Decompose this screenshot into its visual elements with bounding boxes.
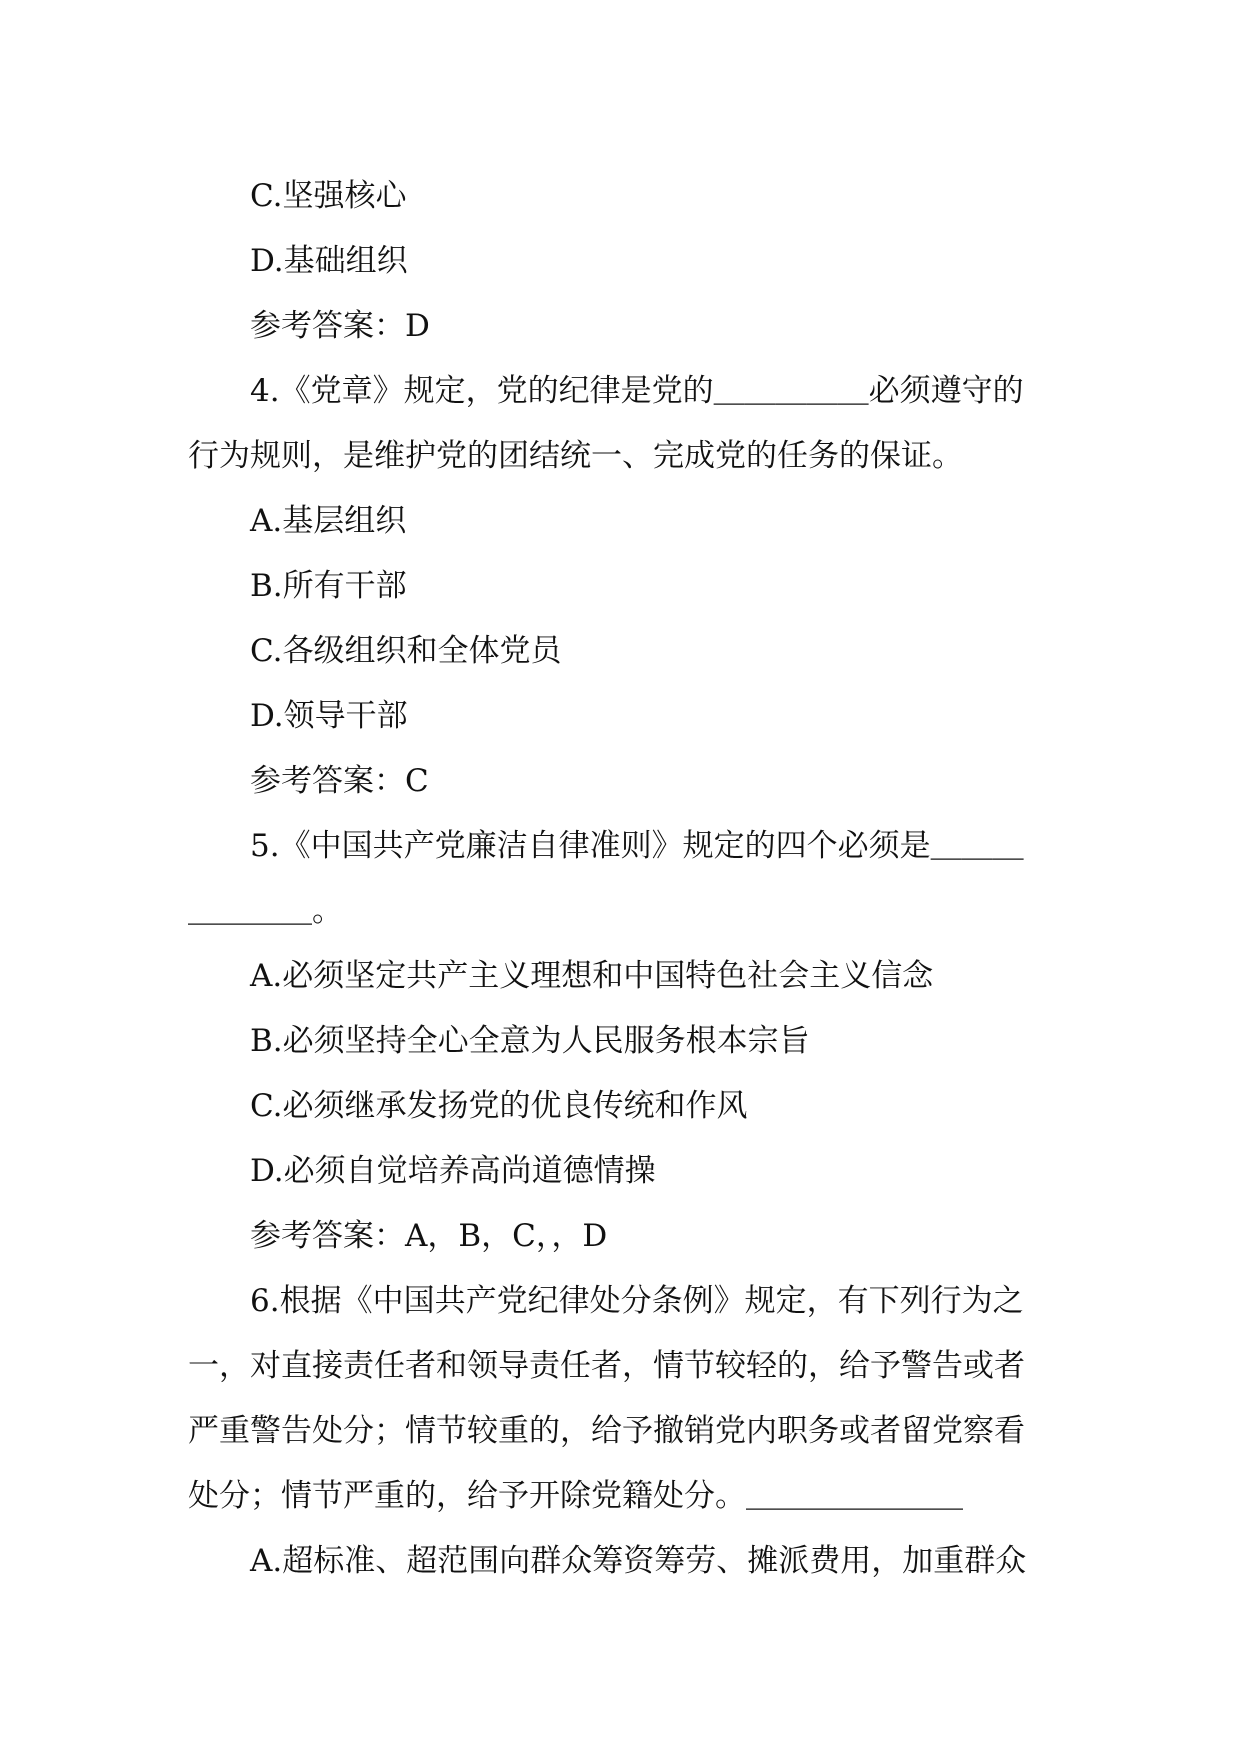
question-6-line-4: 处分；情节严重的，给予开除党籍处分。＿＿＿＿＿＿＿ bbox=[188, 1478, 963, 1514]
option-d-line: D.必须自觉培养高尚道德情操 bbox=[250, 1153, 656, 1189]
question-5-line-1: 5.《中国共产党廉洁自律准则》规定的四个必须是＿＿＿ bbox=[250, 828, 1024, 864]
question-4-line-1: 4.《党章》规定，党的纪律是党的＿＿＿＿＿必须遵守的 bbox=[250, 373, 1024, 409]
question-4-line-2: 行为规则，是维护党的团结统一、完成党的任务的保证。 bbox=[188, 438, 963, 474]
answer-line: 参考答案：C bbox=[250, 763, 429, 799]
option-a-line: A.基层组织 bbox=[250, 503, 407, 539]
option-a-line: A.必须坚定共产主义理想和中国特色社会主义信念 bbox=[250, 958, 934, 994]
question-5-line-2: ＿＿＿＿。 bbox=[188, 893, 343, 929]
option-d-line: D.领导干部 bbox=[250, 698, 408, 734]
option-c-line: C.必须继承发扬党的优良传统和作风 bbox=[250, 1088, 748, 1124]
question-6-line-1: 6.根据《中国共产党纪律处分条例》规定，有下列行为之 bbox=[250, 1283, 1024, 1319]
option-b-line: B.必须坚持全心全意为人民服务根本宗旨 bbox=[250, 1023, 810, 1059]
option-a-line: A.超标准、超范围向群众筹资筹劳、摊派费用，加重群众 bbox=[250, 1543, 1027, 1579]
option-c-line: C.各级组织和全体党员 bbox=[250, 633, 562, 669]
option-b-line: B.所有干部 bbox=[250, 568, 407, 604]
answer-line: 参考答案：D bbox=[250, 308, 430, 344]
option-d-line: D.基础组织 bbox=[250, 243, 408, 279]
answer-line: 参考答案：A，B，C，，D bbox=[250, 1218, 608, 1254]
question-6-line-3: 严重警告处分；情节较重的，给予撤销党内职务或者留党察看 bbox=[188, 1413, 1025, 1449]
option-c-line: C.坚强核心 bbox=[250, 178, 407, 214]
question-6-line-2: 一，对直接责任者和领导责任者，情节较轻的，给予警告或者 bbox=[188, 1348, 1025, 1384]
